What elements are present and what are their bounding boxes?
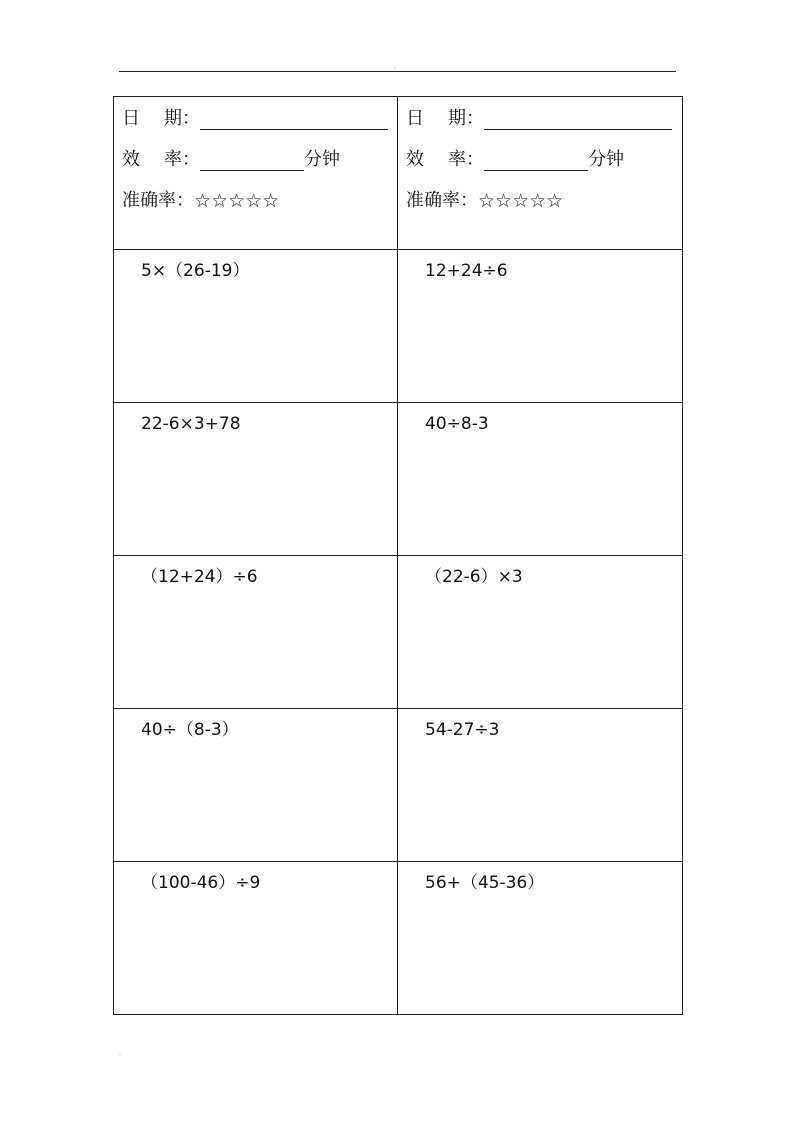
- problem-expression: 12+24÷6: [425, 261, 508, 281]
- efficiency-blank[interactable]: [200, 150, 304, 171]
- problem-row: [114, 250, 683, 403]
- problem-row: [114, 862, 683, 1015]
- accuracy-line: [122, 188, 397, 212]
- problem-cell[interactable]: [398, 403, 683, 556]
- problem-row: [114, 709, 683, 862]
- date-blank[interactable]: [484, 109, 672, 130]
- accuracy-label: 准确率：: [122, 190, 194, 211]
- problem-expression: （22-6）×3: [425, 567, 523, 587]
- efficiency-unit: 分钟: [588, 149, 624, 170]
- efficiency-line: [406, 147, 682, 171]
- info-cell-right: [398, 97, 683, 250]
- date-line: [406, 106, 682, 130]
- problem-cell[interactable]: [398, 250, 683, 403]
- problem-expression: 40÷（8-3）: [141, 720, 239, 740]
- efficiency-label-char-2: 率：: [164, 149, 200, 170]
- problem-cell[interactable]: [114, 709, 398, 862]
- info-row: [114, 97, 683, 250]
- date-line: [122, 106, 397, 130]
- problem-expression: 54-27÷3: [425, 720, 500, 740]
- date-label-char-1: 日: [122, 108, 140, 129]
- problem-expression: 40÷8-3: [425, 414, 489, 434]
- worksheet-table: [113, 96, 683, 1015]
- date-label-char-2: 期：: [448, 108, 484, 129]
- problem-expression: （100-46）÷9: [141, 873, 261, 893]
- problem-cell[interactable]: [114, 250, 398, 403]
- efficiency-line: [122, 147, 397, 171]
- problem-cell[interactable]: [114, 862, 398, 1015]
- accuracy-label: 准确率：: [406, 190, 478, 211]
- header-dot: .: [394, 63, 396, 70]
- problem-cell[interactable]: [114, 403, 398, 556]
- efficiency-unit: 分钟: [304, 149, 340, 170]
- problem-cell[interactable]: [114, 556, 398, 709]
- problem-expression: 5×（26-19）: [141, 261, 250, 281]
- problem-row: [114, 556, 683, 709]
- info-cell-left: [114, 97, 398, 250]
- problem-cell[interactable]: [398, 709, 683, 862]
- problem-row: [114, 403, 683, 556]
- date-label-char-2: 期：: [164, 108, 200, 129]
- problem-cell[interactable]: [398, 556, 683, 709]
- date-label-char-1: 日: [406, 108, 424, 129]
- problem-cell[interactable]: [398, 862, 683, 1015]
- footer-dot: .: [119, 1050, 121, 1057]
- problem-expression: 22-6×3+78: [141, 414, 241, 434]
- star-rating[interactable]: ☆☆☆☆☆: [478, 190, 564, 212]
- problem-expression: （12+24）÷6: [141, 567, 258, 587]
- efficiency-label-char-1: 效: [122, 149, 140, 170]
- efficiency-blank[interactable]: [484, 150, 588, 171]
- date-blank[interactable]: [200, 109, 388, 130]
- efficiency-label-char-2: 率：: [448, 149, 484, 170]
- header-rule: [119, 71, 676, 72]
- efficiency-label-char-1: 效: [406, 149, 424, 170]
- problem-expression: 56+（45-36）: [425, 873, 545, 893]
- accuracy-line: [406, 188, 682, 212]
- star-rating[interactable]: ☆☆☆☆☆: [194, 190, 280, 212]
